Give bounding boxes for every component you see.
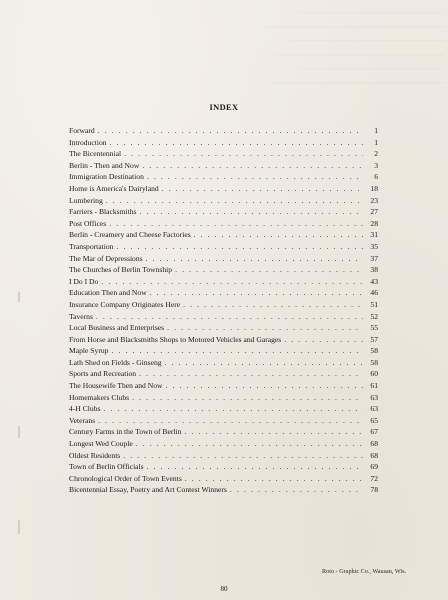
index-entry: [69, 368, 378, 380]
dot-leader: [142, 160, 363, 172]
entry-page-number: 67: [370, 427, 378, 437]
dot-leader: [167, 322, 363, 334]
index-entry: [69, 345, 378, 357]
entry-title: Town of Berlin Officials: [69, 462, 144, 472]
dot-leader: [106, 195, 363, 207]
entry-title: Post Offices: [69, 218, 107, 228]
dot-leader: [147, 461, 363, 473]
entry-page-number: 69: [370, 462, 378, 472]
dot-leader: [103, 403, 363, 415]
entry-title: Century Farms in the Town of Berlin: [69, 427, 182, 437]
entry-page-number: 37: [370, 253, 378, 263]
entry-page-number: 57: [370, 334, 378, 344]
entry-title: Berlin - Then and Now: [69, 160, 140, 170]
dot-leader: [183, 299, 363, 311]
entry-title: From Horse and Blacksmiths Shops to Motored Vehicles and Garages: [69, 334, 282, 344]
index-entry: [69, 438, 378, 450]
entry-title: Local Business and Enterprises: [69, 323, 165, 333]
entry-title: Oldest Residents: [69, 450, 121, 460]
entry-page-number: 3: [374, 160, 378, 170]
entry-title: I Do I Do: [69, 276, 99, 286]
index-entry: [69, 322, 378, 334]
dot-leader: [111, 345, 363, 357]
index-entry: [69, 380, 378, 392]
index-entry: [69, 264, 378, 276]
entry-page-number: 35: [370, 241, 378, 251]
dot-leader: [165, 357, 363, 369]
index-entry: [69, 357, 378, 369]
dot-leader: [162, 183, 363, 195]
entry-title: The Mar of Depressions: [69, 253, 143, 263]
index-entry: [69, 183, 378, 195]
index-title: INDEX: [209, 103, 239, 112]
entry-page-number: 65: [370, 415, 378, 425]
index-entries: [69, 125, 378, 496]
dot-leader: [123, 450, 363, 462]
entry-title: 4-H Clubs: [69, 404, 101, 414]
index-entry: [69, 218, 378, 230]
dot-leader: [284, 334, 363, 346]
entry-title: Transportation: [69, 241, 114, 251]
entry-title: Maple Syrup: [69, 346, 109, 356]
dot-leader: [146, 253, 363, 265]
entry-page-number: 43: [370, 276, 378, 286]
entry-title: Sports and Recreation: [69, 369, 137, 379]
dot-leader: [140, 206, 364, 218]
index-entry: [69, 415, 378, 427]
binding-mark: [18, 426, 20, 438]
entry-page-number: 18: [370, 183, 378, 193]
dot-leader: [109, 218, 363, 230]
entry-title: Education Then and Now: [69, 288, 147, 298]
index-entry: [69, 241, 378, 253]
entry-page-number: 2: [374, 149, 378, 159]
entry-page-number: 51: [370, 299, 378, 309]
entry-title: Immigration Destination: [69, 172, 144, 182]
index-entry: [69, 461, 378, 473]
dot-leader: [110, 137, 363, 149]
dot-leader: [98, 415, 363, 427]
binding-mark: [18, 520, 20, 534]
index-entry: [69, 403, 378, 415]
index-entry: [69, 392, 378, 404]
entry-page-number: 28: [370, 218, 378, 228]
index-entry: [69, 229, 378, 241]
entry-title: Berlin - Creamery and Cheese Factories: [69, 230, 191, 240]
entry-title: Veterans: [69, 415, 96, 425]
entry-title: The Bicentennial: [69, 149, 122, 159]
index-entry: [69, 125, 378, 137]
dot-leader: [96, 311, 363, 323]
index-entry: [69, 287, 378, 299]
index-entry: [69, 160, 378, 172]
entry-page-number: 58: [370, 357, 378, 367]
index-entry: [69, 148, 378, 160]
entry-title: Lath Shed on Fields - Ginseng: [69, 357, 162, 367]
entry-page-number: 78: [370, 485, 378, 495]
entry-page-number: 60: [370, 369, 378, 379]
binding-mark: [18, 292, 20, 302]
entry-title: Farriers - Blacksmiths: [69, 207, 137, 217]
index-entry: [69, 195, 378, 207]
entry-page-number: 63: [370, 392, 378, 402]
dot-leader: [116, 241, 363, 253]
entry-title: Chronological Order of Town Events: [69, 473, 182, 483]
entry-page-number: 68: [370, 439, 378, 449]
dot-leader: [230, 484, 363, 496]
entry-title: The Churches of Berlin Township: [69, 265, 173, 275]
dot-leader: [175, 264, 363, 276]
index-entry: [69, 473, 378, 485]
entry-title: Taverns: [69, 311, 93, 321]
index-entry: [69, 171, 378, 183]
entry-title: Lumbering: [69, 195, 103, 205]
entry-page-number: 46: [370, 288, 378, 298]
entry-title: Homemakers Clubs: [69, 392, 130, 402]
entry-page-number: 38: [370, 265, 378, 275]
entry-page-number: 1: [374, 126, 378, 135]
index-entry: [69, 450, 378, 462]
entry-page-number: 58: [370, 346, 378, 356]
index-entry: [69, 206, 378, 218]
entry-page-number: 52: [370, 311, 378, 321]
entry-title: Insurance Company Originates Here: [69, 299, 181, 309]
index-entry: [69, 426, 378, 438]
dot-leader: [98, 125, 363, 137]
entry-page-number: 55: [370, 323, 378, 333]
printer-credit: Roto - Graphic Co., Wausau, Wis.: [322, 568, 407, 575]
entry-title: Forward: [69, 126, 95, 135]
dot-leader: [147, 171, 363, 183]
dot-leader: [194, 229, 363, 241]
entry-title: Home is America's Dairyland: [69, 183, 159, 193]
dot-leader: [185, 473, 363, 485]
dot-leader: [166, 380, 364, 392]
entry-page-number: 23: [370, 195, 378, 205]
dot-leader: [184, 426, 363, 438]
dot-leader: [139, 368, 363, 380]
dot-leader: [136, 438, 363, 450]
dot-leader: [132, 392, 363, 404]
show-through-texture: ~~~~~~~~~~~~~~~~~~~~~~~~~~~~~~ ~~~~~~~~~~~~~~~~~~~~~~~~~~~~~~~~~~~~~ ~~~~~~~~~~~~~~~~~~~~~~~~~~~~~~~~ ~~~~~~~~~~~~~~~~~~~~~~~~~~~~~~~~~~~ ~~~~~~~~~~~~~~~~~~~~~~~~~~~~~~ ~~~~~~~~~~~~~~~~~~~~~~~~~~~~~~~~~~~~: [264, 8, 445, 88]
entry-page-number: 27: [370, 207, 378, 217]
entry-page-number: 1: [374, 137, 378, 147]
entry-page-number: 31: [370, 230, 378, 240]
dot-leader: [101, 276, 363, 288]
page-number: 80: [220, 585, 228, 593]
dot-leader: [150, 287, 363, 299]
entry-title: Longest Wed Couple: [69, 439, 133, 449]
index-entry: [69, 311, 378, 323]
index-entry: [69, 484, 378, 496]
entry-title: The Housewife Then and Now: [69, 381, 163, 391]
index-entry: [69, 253, 378, 265]
index-entry: [69, 276, 378, 288]
entry-page-number: 63: [370, 404, 378, 414]
entry-page-number: 6: [374, 172, 378, 182]
entry-title: Bicentennial Essay, Poetry and Art Contest Winners: [69, 485, 227, 495]
entry-page-number: 68: [370, 450, 378, 460]
dot-leader: [124, 148, 363, 160]
index-entry: [69, 137, 378, 149]
index-entry: [69, 334, 378, 346]
entry-page-number: 61: [370, 381, 378, 391]
entry-page-number: 72: [370, 473, 378, 483]
entry-title: Introduction: [69, 137, 107, 147]
index-entry: [69, 299, 378, 311]
